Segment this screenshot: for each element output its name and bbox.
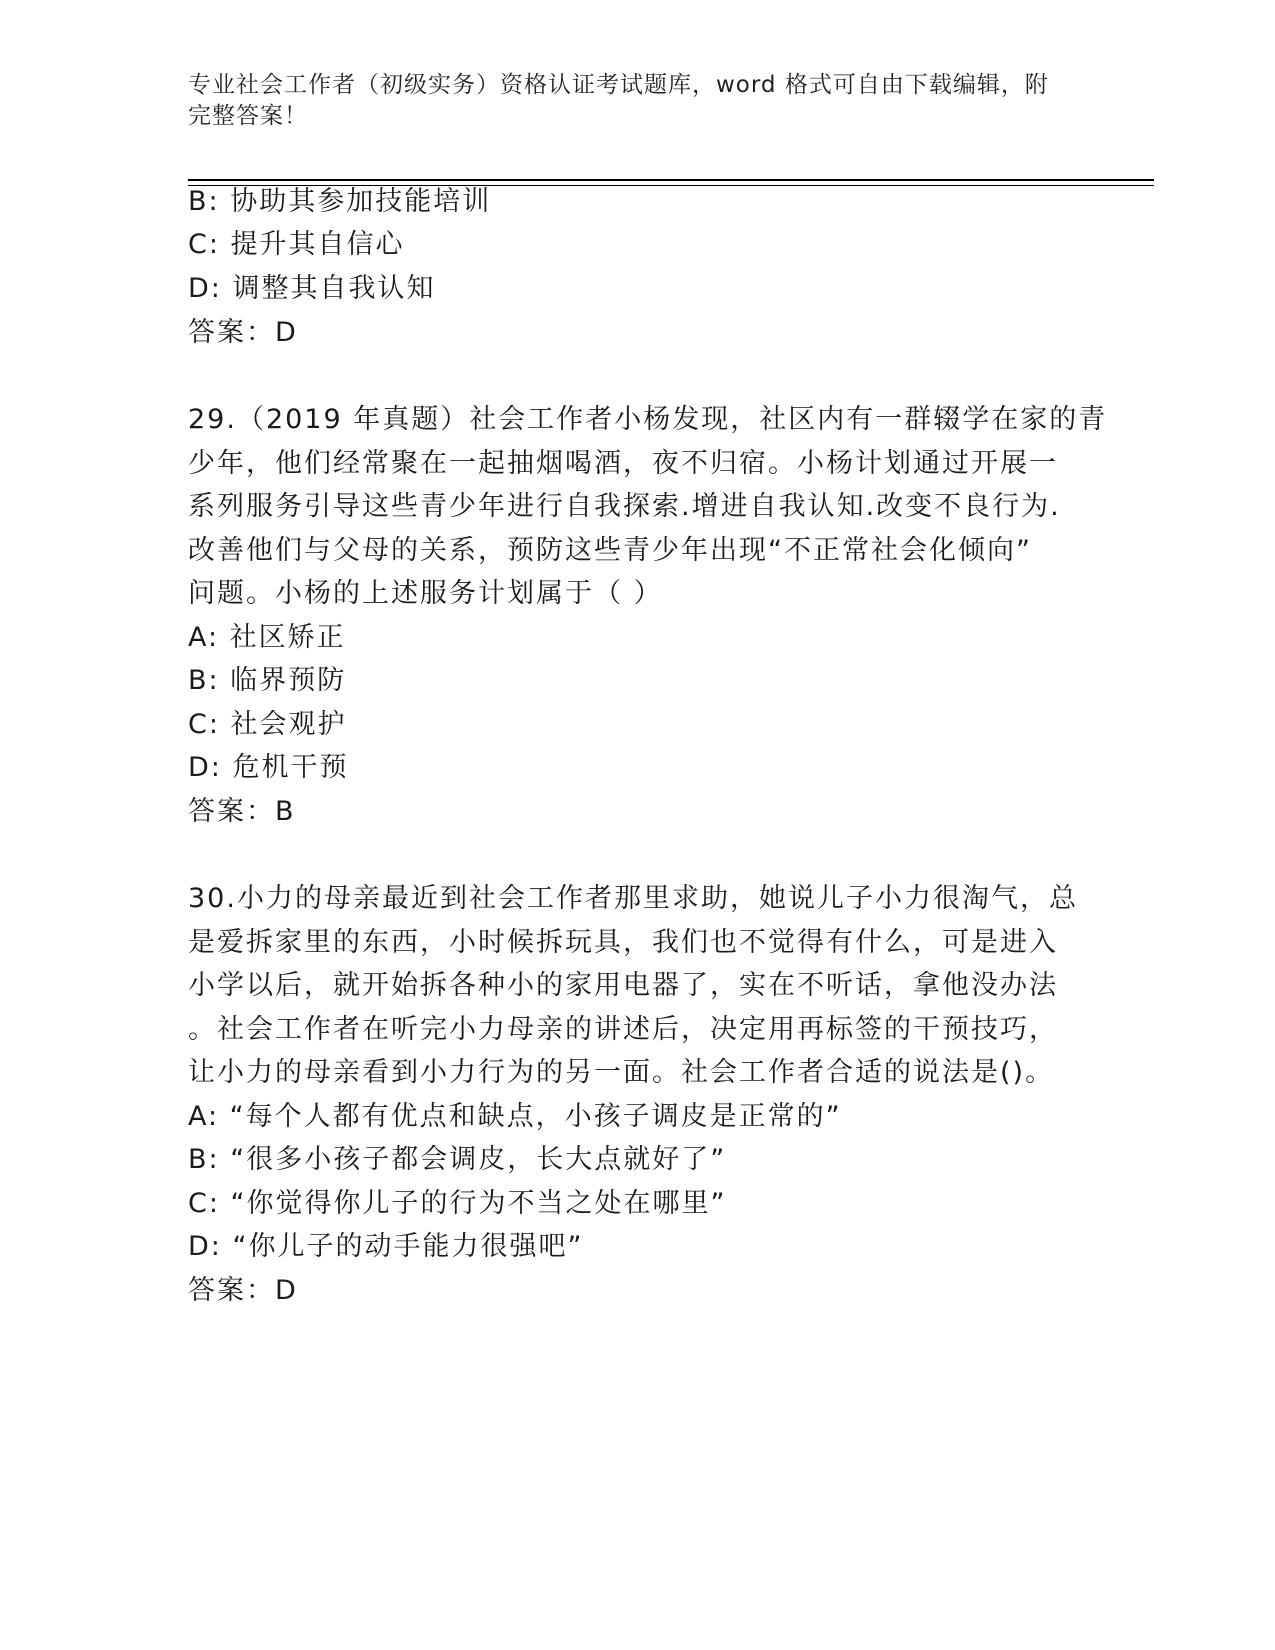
q29-option-a: A: 社区矫正 [188, 622, 346, 653]
q29-option-c: C: 社会观护 [188, 709, 347, 740]
q30-answer: 答案：D [188, 1275, 298, 1306]
q29-stem-line-3: 系列服务引导这些青少年进行自我探索.增进自我认知.改变不良行为. [188, 491, 1061, 522]
header-line-1: 专业社会工作者（初级实务）资格认证考试题库，word 格式可自由下载编辑，附 [188, 72, 1049, 98]
q30-stem-line-2: 是爱拆家里的东西，小时候拆玩具，我们也不觉得有什么，可是进入 [188, 927, 1058, 958]
q29-option-b: B: 临界预防 [188, 665, 347, 696]
q30-stem-line-4: 。社会工作者在听完小力母亲的讲述后，决定用再标签的干预技巧， [188, 1014, 1058, 1045]
q30-stem-line-3: 小学以后，就开始拆各种小的家用电器了，实在不听话，拿他没办法 [188, 970, 1058, 1001]
q29-stem-line-2: 少年，他们经常聚在一起抽烟喝酒，夜不归宿。小杨计划通过开展一 [188, 448, 1058, 479]
q28-option-d: D: 调整其自我认知 [188, 273, 436, 304]
header-line-2: 完整答案！ [188, 103, 308, 129]
q29-answer: 答案：B [188, 796, 296, 827]
q30-option-c: C: “你觉得你儿子的行为不当之处在哪里” [188, 1188, 727, 1219]
q30-stem-line-1: 30.小力的母亲最近到社会工作者那里求助，她说儿子小力很淘气，总 [188, 883, 1078, 914]
document-header [188, 70, 1088, 132]
q30-option-a: A: “每个人都有优点和缺点，小孩子调皮是正常的” [188, 1101, 842, 1132]
q30-option-b: B: “很多小孩子都会调皮，长大点就好了” [188, 1144, 727, 1175]
q30-option-d: D: “你儿子的动手能力很强吧” [188, 1231, 584, 1262]
q29-stem-line-5: 问题。小杨的上述服务计划属于（ ） [188, 578, 663, 609]
header-divider-thick [188, 179, 1154, 181]
q28-answer: 答案：D [188, 317, 298, 348]
q29-stem-line-1: 29.（2019 年真题）社会工作者小杨发现，社区内有一群辍学在家的青 [188, 404, 1108, 435]
q29-stem-line-4: 改善他们与父母的关系，预防这些青少年出现“不正常社会化倾向” [188, 535, 1032, 566]
q28-option-b: B: 协助其参加技能培训 [188, 186, 492, 217]
q29-option-d: D: 危机干预 [188, 752, 349, 783]
q30-stem-line-5: 让小力的母亲看到小力行为的另一面。社会工作者合适的说法是()。 [188, 1057, 1055, 1088]
q28-option-c: C: 提升其自信心 [188, 229, 405, 260]
